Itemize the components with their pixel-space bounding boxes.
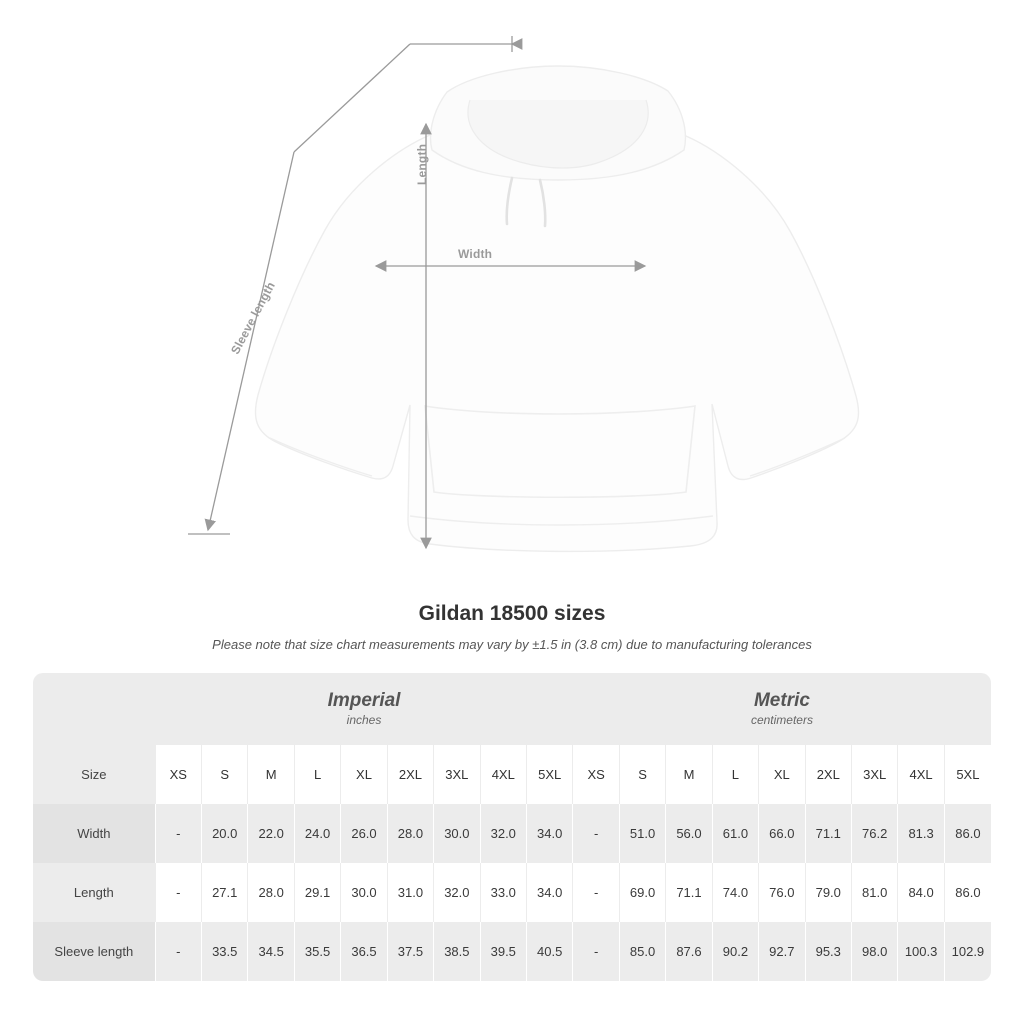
unit-sub-metric: centimeters — [750, 713, 813, 728]
col-head-imp-xs: XS — [155, 745, 201, 804]
length-imp-4xl: 33.0 — [480, 863, 526, 922]
width-imp-l: 24.0 — [294, 804, 340, 863]
sleeve-met-xs: - — [573, 922, 619, 981]
width-met-4xl: 81.3 — [898, 804, 944, 863]
col-head-met-4xl: 4XL — [898, 745, 944, 804]
sleeve-met-s: 85.0 — [619, 922, 665, 981]
unit-sub-imperial: inches — [346, 713, 382, 728]
length-imp-m: 28.0 — [248, 863, 294, 922]
col-head-imp-m: M — [248, 745, 294, 804]
width-label: Width — [458, 247, 493, 261]
length-met-2xl: 79.0 — [805, 863, 851, 922]
width-imp-3xl: 30.0 — [434, 804, 480, 863]
col-head-met-s: S — [619, 745, 665, 804]
row-label-length: Length — [33, 863, 155, 922]
unit-header-metric — [573, 673, 991, 745]
length-imp-xs: - — [155, 863, 201, 922]
width-met-xs: - — [573, 804, 619, 863]
sleeve-imp-xs: - — [155, 922, 201, 981]
col-head-imp-2xl: 2XL — [387, 745, 433, 804]
width-imp-xs: - — [155, 804, 201, 863]
size-header-row — [33, 745, 991, 804]
length-imp-2xl: 31.0 — [387, 863, 433, 922]
size-chart-table-wrap — [33, 673, 991, 981]
sleeve-imp-2xl: 37.5 — [387, 922, 433, 981]
width-imp-2xl: 28.0 — [387, 804, 433, 863]
unit-header-spacer — [33, 673, 155, 745]
sleeve-met-2xl: 95.3 — [805, 922, 851, 981]
width-imp-4xl: 32.0 — [480, 804, 526, 863]
size-chart-table — [33, 673, 991, 981]
length-imp-s: 27.1 — [202, 863, 248, 922]
length-met-xl: 76.0 — [759, 863, 805, 922]
col-head-imp-5xl: 5XL — [526, 745, 572, 804]
sleeve-imp-3xl: 38.5 — [434, 922, 480, 981]
width-met-l: 61.0 — [712, 804, 758, 863]
col-head-met-l: L — [712, 745, 758, 804]
width-met-xl: 66.0 — [759, 804, 805, 863]
sleeve-length-label: Sleeve length — [228, 279, 278, 357]
sleeve-imp-4xl: 39.5 — [480, 922, 526, 981]
width-imp-xl: 26.0 — [341, 804, 387, 863]
unit-name-metric: Metric — [753, 689, 810, 711]
width-imp-s: 20.0 — [202, 804, 248, 863]
sleeve-imp-s: 33.5 — [202, 922, 248, 981]
row-label-sleeve-length: Sleeve length — [33, 922, 155, 981]
length-met-3xl: 81.0 — [851, 863, 897, 922]
length-label: Length — [415, 143, 429, 185]
sleeve-imp-l: 35.5 — [294, 922, 340, 981]
width-met-5xl: 86.0 — [944, 804, 991, 863]
unit-header-imperial — [155, 673, 573, 745]
col-head-imp-xl: XL — [341, 745, 387, 804]
col-head-met-m: M — [666, 745, 712, 804]
width-imp-5xl: 34.0 — [526, 804, 572, 863]
col-head-imp-3xl: 3XL — [434, 745, 480, 804]
sleeve-imp-m: 34.5 — [248, 922, 294, 981]
sleeve-met-l: 90.2 — [712, 922, 758, 981]
sleeve-met-m: 87.6 — [666, 922, 712, 981]
length-imp-l: 29.1 — [294, 863, 340, 922]
length-met-l: 74.0 — [712, 863, 758, 922]
col-head-met-5xl: 5XL — [944, 745, 991, 804]
length-imp-5xl: 34.0 — [526, 863, 572, 922]
hoodie-shape — [255, 66, 858, 551]
col-head-met-xl: XL — [759, 745, 805, 804]
sleeve-imp-xl: 36.5 — [341, 922, 387, 981]
col-head-imp-s: S — [202, 745, 248, 804]
length-imp-xl: 30.0 — [341, 863, 387, 922]
sleeve-imp-5xl: 40.5 — [526, 922, 572, 981]
sleeve-met-3xl: 98.0 — [851, 922, 897, 981]
col-head-imp-4xl: 4XL — [480, 745, 526, 804]
width-met-3xl: 76.2 — [851, 804, 897, 863]
sleeve-met-5xl: 102.9 — [944, 922, 991, 981]
length-met-m: 71.1 — [666, 863, 712, 922]
length-met-4xl: 84.0 — [898, 863, 944, 922]
page-title: Gildan 18500 sizes — [418, 602, 606, 625]
col-head-met-2xl: 2XL — [805, 745, 851, 804]
unit-name-imperial: Imperial — [327, 689, 401, 711]
length-met-xs: - — [573, 863, 619, 922]
col-head-imp-l: L — [294, 745, 340, 804]
width-met-m: 56.0 — [666, 804, 712, 863]
width-met-2xl: 71.1 — [805, 804, 851, 863]
width-imp-m: 22.0 — [248, 804, 294, 863]
table-row — [33, 863, 991, 922]
row-label-width: Width — [33, 804, 155, 863]
length-met-s: 69.0 — [619, 863, 665, 922]
unit-header-row — [33, 673, 991, 745]
col-head-met-xs: XS — [573, 745, 619, 804]
sleeve-met-4xl: 100.3 — [898, 922, 944, 981]
col-head-met-3xl: 3XL — [851, 745, 897, 804]
width-met-s: 51.0 — [619, 804, 665, 863]
table-row — [33, 804, 991, 863]
table-row — [33, 922, 991, 981]
sleeve-met-xl: 92.7 — [759, 922, 805, 981]
length-imp-3xl: 32.0 — [434, 863, 480, 922]
size-header-label: Size — [33, 745, 155, 804]
tolerance-note: Please note that size chart measurements may vary by ±1.5 in (3.8 cm) due to manufacturing tolerances — [212, 637, 812, 652]
length-met-5xl: 86.0 — [944, 863, 991, 922]
